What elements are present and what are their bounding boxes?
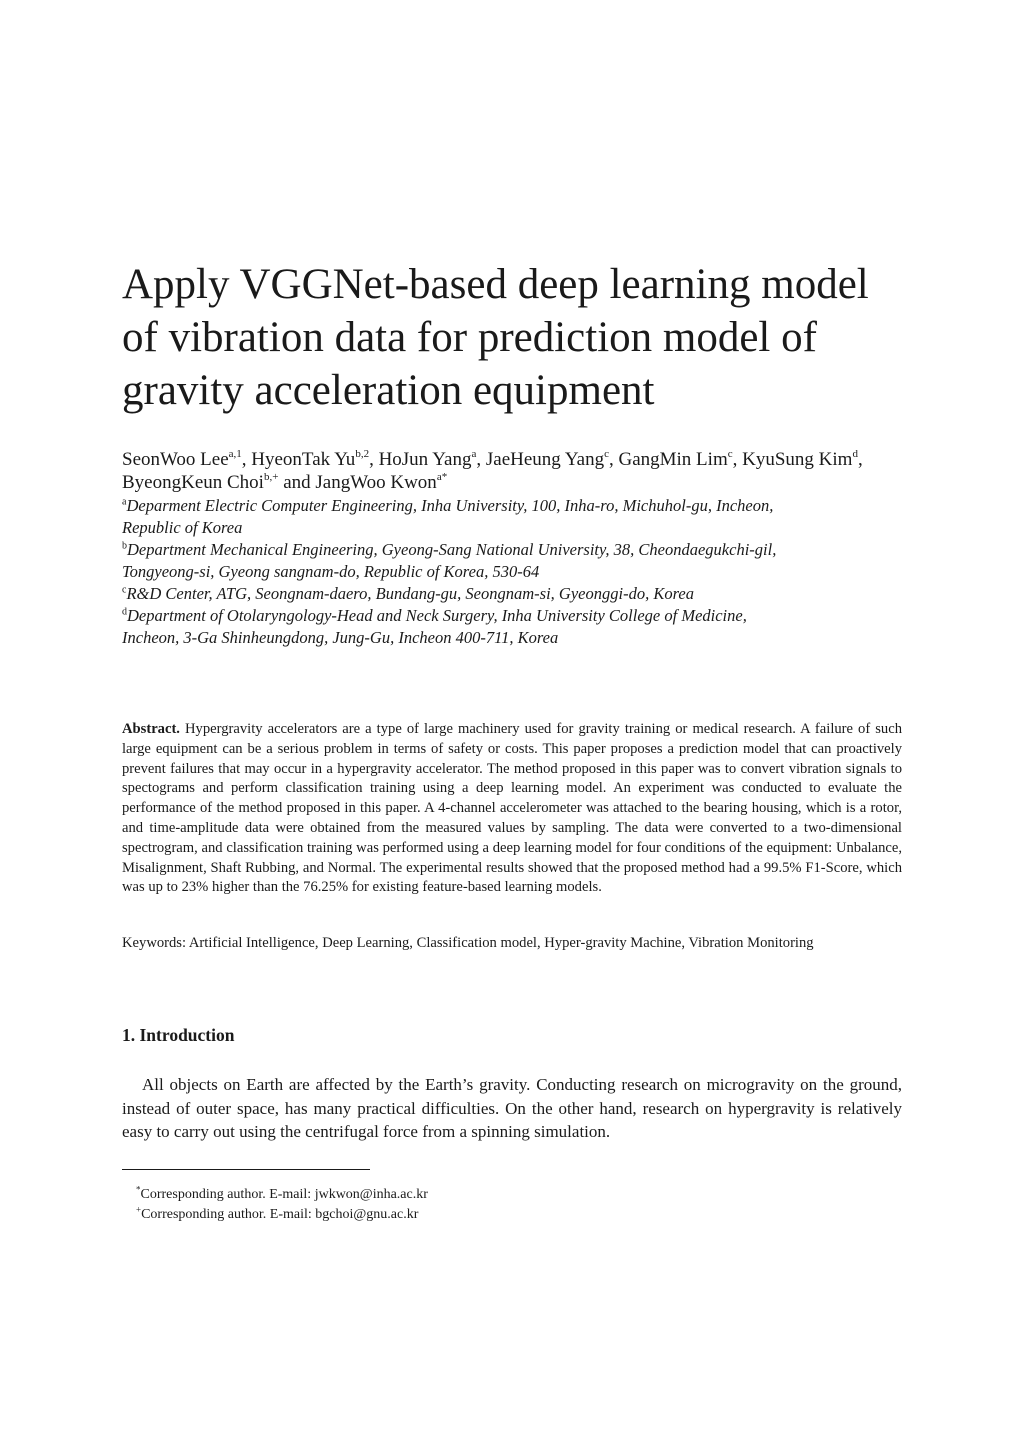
- author-affiliation-mark: c: [604, 447, 609, 460]
- author-separator: ,: [476, 449, 486, 470]
- affiliation-mark: b: [122, 540, 127, 552]
- affiliation-line: [122, 605, 902, 627]
- affiliation: [122, 605, 902, 649]
- author-name: ByeongKeun Choi: [122, 472, 264, 493]
- footnote-mark: +: [136, 1204, 142, 1215]
- author-name: HyeonTak Yu: [251, 449, 356, 470]
- author-affiliation-mark: a,1: [228, 447, 242, 460]
- footnote-text: Corresponding author. E-mail: bgchoi@gnu.ac.kr: [141, 1207, 419, 1222]
- author-separator: ,: [608, 449, 619, 470]
- affiliation-mark: a: [122, 496, 127, 508]
- affiliation-line: [122, 495, 902, 517]
- author-separator: ,: [732, 449, 743, 470]
- author-separator: and: [278, 472, 316, 493]
- author-separator: ,: [369, 449, 379, 470]
- introduction-paragraph: All objects on Earth are affected by the Earth’s gravity. Conducting research on microgravity on the ground, instead of outer space, has many practical difficulties. On the other hand, research on hypergravity is relatively easy to carry out using the centrifugal force from a spinning simulation.: [122, 1075, 902, 1141]
- affiliation-text: Department Mechanical Engineering, Gyeong-Sang National University, 38, Cheondaegukchi-gil,: [127, 540, 777, 559]
- keywords: Keywords: Artificial Intelligence, Deep Learning, Classification model, Hyper-gravity Machine, Vibration Monitoring: [122, 935, 814, 951]
- author-list: [122, 448, 902, 494]
- affiliation-line: [122, 583, 902, 605]
- author-name: SeonWoo Lee: [122, 449, 229, 470]
- footnote: [136, 1205, 836, 1225]
- affiliation-line: Tongyeong-si, Gyeong sangnam-do, Republic of Korea, 530-64: [122, 562, 540, 581]
- affiliation: [122, 539, 902, 583]
- paper-title: [122, 258, 922, 417]
- author-affiliation-mark: b,+: [263, 470, 279, 483]
- footnote-text: Corresponding author. E-mail: jwkwon@inha.ac.kr: [140, 1187, 428, 1202]
- author-affiliation-mark: c: [727, 447, 733, 460]
- author-affiliation-mark: b,2: [355, 447, 370, 460]
- affiliation-line: [122, 539, 902, 561]
- author-affiliation-mark: a*: [436, 470, 448, 483]
- affiliation-line: Incheon, 3-Ga Shinheungdong, Jung-Gu, Incheon 400-711, Korea: [122, 628, 559, 647]
- affiliation-text: Deparment Electric Computer Engineering, Inha University, 100, Inha-ro, Michuhol-gu, Incheon,: [126, 496, 774, 515]
- title-line: Apply VGGNet-based deep learning model: [122, 261, 869, 308]
- affiliation-mark: d: [122, 606, 127, 618]
- abstract-text: Hypergravity accelerators are a type of large machinery used for gravity training or medical research. A failure of such large equipment can be a serious problem in terms of safety or costs. This paper proposes a prediction model that can proactively prevent failures that may occur in a hypergravity accelerator. The method proposed in this paper was to convert vibration signals to spectograms and perform classification training using a deep learning model. An experiment was conducted to evaluate the performance of the method proposed in this paper. A 4-channel accelerometer was attached to the bearing housing, which is a rotor, and time-amplitude data were obtained from the measured values by sampling. The data were converted to a two-dimensional spectrogram, and classification training was performed using a deep learning model for four conditions of the equipment: Unbalance, Misalignment, Shaft Rubbing, and Normal. The experimental results showed that the proposed method had a 99.5% F1-Score, which was up to 23% higher than the 76.25% for existing feature-based learning models.: [122, 721, 902, 896]
- author-name: JangWoo Kwon: [315, 472, 437, 493]
- author-name: GangMin Lim: [618, 449, 728, 470]
- affiliation: [122, 583, 902, 605]
- author-name: JaeHeung Yang: [485, 449, 605, 470]
- author-name: HoJun Yang: [378, 449, 472, 470]
- author-separator: ,: [857, 449, 863, 470]
- affiliation-text: Department of Otolaryngology-Head and Neck Surgery, Inha University College of Medicine,: [127, 606, 747, 625]
- footnote-mark: *: [136, 1184, 141, 1195]
- author-separator: ,: [241, 449, 252, 470]
- affiliation-mark: c: [122, 584, 127, 596]
- author-affiliation-mark: d: [852, 447, 858, 460]
- author-affiliation-mark: a: [471, 447, 477, 460]
- title-line: of vibration data for prediction model of: [122, 314, 817, 361]
- footnote: [136, 1185, 836, 1205]
- author-name: KyuSung Kim: [742, 449, 853, 470]
- footnotes: [136, 1185, 836, 1225]
- abstract-label: Abstract.: [122, 721, 180, 737]
- affiliation-text: R&D Center, ATG, Seongnam-daero, Bundang-gu, Seongnam-si, Gyeonggi-do, Korea: [126, 584, 694, 603]
- affiliation-list: [122, 495, 902, 649]
- abstract: [122, 720, 902, 898]
- footnote-divider: [122, 1169, 370, 1170]
- section-heading-introduction: 1. Introduction: [122, 1025, 235, 1045]
- affiliation-line: Republic of Korea: [122, 518, 243, 537]
- title-line: gravity acceleration equipment: [122, 367, 655, 414]
- affiliation: [122, 495, 902, 539]
